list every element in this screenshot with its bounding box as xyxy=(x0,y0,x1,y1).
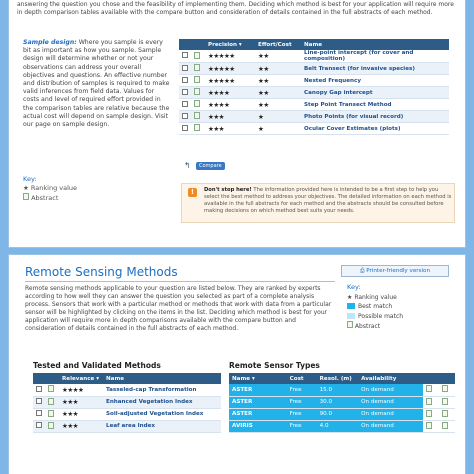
relevance-stars: ★★★★ xyxy=(59,384,103,396)
key-abstract: Abstract xyxy=(23,193,77,203)
sensor-cost: Free xyxy=(287,408,317,420)
sensor-availability: On demand xyxy=(358,384,423,396)
col-effort[interactable]: Effort/Cost xyxy=(255,39,301,50)
effort-stars: ★ xyxy=(255,123,301,135)
table-row[interactable] xyxy=(33,408,221,420)
effort-stars: ★★ xyxy=(255,99,301,111)
document-icon xyxy=(23,193,29,200)
table-row[interactable] xyxy=(179,99,449,111)
sensor-resolution: 15.0 xyxy=(317,384,359,396)
method-name-link[interactable]: Line-point intercept (for cover and composition) xyxy=(301,50,449,63)
method-name-link[interactable]: Belt Transect (for invasive species) xyxy=(301,63,449,75)
effort-stars: ★★ xyxy=(255,75,301,87)
remote-key: Key: ★ Ranking value Best match Possible match Abstract xyxy=(347,283,404,330)
sensors-title: Remote Sensor Types xyxy=(229,361,320,370)
key-legend xyxy=(23,175,77,203)
select-checkbox[interactable] xyxy=(182,89,188,95)
method-name-link[interactable]: Nested Frequency xyxy=(301,75,449,87)
abstract-icon[interactable] xyxy=(442,385,448,392)
select-checkbox[interactable] xyxy=(182,101,188,107)
method-name-link[interactable]: Soil-adjusted Vegetation Index xyxy=(103,408,221,420)
select-checkbox[interactable] xyxy=(182,125,188,131)
sensor-cost: Free xyxy=(287,420,317,432)
abstract-icon[interactable] xyxy=(426,385,432,392)
select-checkbox[interactable] xyxy=(36,422,42,428)
table-row[interactable] xyxy=(179,63,449,75)
precision-stars: ★★★★★ xyxy=(205,75,255,87)
sensor-name-link[interactable]: ASTER xyxy=(229,396,287,408)
relevance-stars: ★★★ xyxy=(59,396,103,408)
col-resolution[interactable]: Resol. (m) xyxy=(317,373,359,384)
table-row[interactable] xyxy=(179,75,449,87)
sensor-cost: Free xyxy=(287,396,317,408)
abstract-icon[interactable] xyxy=(426,398,432,405)
arrow-up-icon: ↰ xyxy=(184,161,191,170)
sensor-resolution: 4.0 xyxy=(317,420,359,432)
sensor-resolution: 90.0 xyxy=(317,408,359,420)
best-match-swatch xyxy=(347,303,355,309)
precision-stars: ★★★ xyxy=(205,111,255,123)
compare-button[interactable]: Compare xyxy=(196,162,225,170)
remote-description: Remote sensing methods applicable to your question are listed below. They are ranked by experts according to how well they can answer the question you selected as part of a complete analysis process. Sensors that work with a particular method or methods that work with data from a particular sensor will be highlighted by clicking on the items in the list. Deciding which method is best for your application will require more in depth comparisons available with the compare button and consideration of details contained in the full abstracts of each method. xyxy=(25,285,332,332)
key-ranking: ★ Ranking value xyxy=(23,184,78,192)
sensor-resolution: 30.0 xyxy=(317,396,359,408)
abstract-icon[interactable] xyxy=(48,422,54,429)
precision-stars: ★★★ xyxy=(205,123,255,135)
abstract-icon[interactable] xyxy=(194,64,200,71)
select-checkbox[interactable] xyxy=(182,77,188,83)
select-checkbox[interactable] xyxy=(182,65,188,71)
remote-sensing-panel xyxy=(8,254,466,474)
printer-friendly-button[interactable]: ⎙ Printer-friendly version xyxy=(341,265,449,277)
sensor-availability: On demand xyxy=(358,408,423,420)
title-divider xyxy=(25,281,335,282)
col-method-name[interactable]: Name xyxy=(103,373,221,384)
effort-stars: ★ xyxy=(255,111,301,123)
select-checkbox[interactable] xyxy=(36,410,42,416)
col-precision[interactable]: Precision ▾ xyxy=(205,39,255,50)
effort-stars: ★★ xyxy=(255,63,301,75)
intro-text: answering the question you chose and the feasibility of implementing them. Deciding which method is best for your application will require more in depth comparison tables available with the compare button and consideration of details contained in the full abstracts of each method. xyxy=(17,1,454,16)
method-name-link[interactable]: Tasseled-cap Transformation xyxy=(103,384,221,396)
sample-design-text xyxy=(23,39,171,129)
sensor-name-link[interactable]: ASTER xyxy=(229,384,287,396)
abstract-icon[interactable] xyxy=(194,124,200,131)
table-row[interactable] xyxy=(179,50,449,63)
method-name-link[interactable]: Ocular Cover Estimates (plots) xyxy=(301,123,449,135)
possible-match-swatch xyxy=(347,313,355,319)
warning-text: Don't stop here! The information provided here is intended to be a first step to help you select the best method to address your objectives. The detailed information on each method is available in the full abstracts for each method and the abstracts should be consulted before making decisions on which method best suits your needs. xyxy=(204,187,452,214)
relevance-stars: ★★★ xyxy=(59,408,103,420)
table-row[interactable] xyxy=(229,384,455,396)
table-row[interactable] xyxy=(229,420,455,432)
abstract-icon[interactable] xyxy=(194,52,200,59)
col-availability[interactable]: Availability xyxy=(358,373,423,384)
abstract-icon[interactable] xyxy=(194,76,200,83)
abstract-icon[interactable] xyxy=(194,112,200,119)
key-title: Key: xyxy=(23,175,37,183)
table-row[interactable] xyxy=(179,87,449,99)
printer-icon: ⎙ xyxy=(359,268,365,274)
sample-design-label: Sample design: xyxy=(23,39,77,46)
relevance-stars: ★★★ xyxy=(59,420,103,432)
precision-stars: ★★★★★ xyxy=(205,63,255,75)
col-select xyxy=(179,39,191,50)
sensor-cost: Free xyxy=(287,384,317,396)
star-icon: ★ xyxy=(347,293,353,301)
table-row[interactable] xyxy=(179,123,449,135)
section-title: Remote Sensing Methods xyxy=(25,265,178,279)
method-name-link[interactable]: Step Point Transect Method xyxy=(301,99,449,111)
abstract-icon[interactable] xyxy=(48,385,54,392)
effort-stars: ★★ xyxy=(255,87,301,99)
tested-title: Tested and Validated Methods xyxy=(33,361,161,370)
abstract-icon[interactable] xyxy=(48,398,54,405)
sample-design-body: Where you sample is every bit as important as how you sample. Sample design will determine whether or not your observations can address your overall objectives and questions. An effective number and distribution of samples is required to make valid inferences from field data. Values for costs and level of required effort provided in the comparison tables are relative because the actual cost will depend on sample design. Visit our page on sample design. xyxy=(23,39,170,129)
precision-stars: ★★★★★ xyxy=(205,50,255,63)
ground-methods-panel xyxy=(8,0,466,248)
sensor-name-link[interactable]: AVIRIS xyxy=(229,420,287,432)
sensor-table xyxy=(229,373,455,433)
abstract-icon[interactable] xyxy=(194,88,200,95)
abstract-icon[interactable] xyxy=(48,410,54,417)
precision-stars: ★★★★ xyxy=(205,99,255,111)
col-relevance[interactable]: Relevance ▾ xyxy=(59,373,103,384)
precision-stars: ★★★★ xyxy=(205,87,255,99)
table-row[interactable] xyxy=(229,408,455,420)
col-sensor-name[interactable]: Name ▾ xyxy=(229,373,287,384)
select-checkbox[interactable] xyxy=(182,52,188,58)
sensor-availability: On demand xyxy=(358,420,423,432)
select-checkbox[interactable] xyxy=(36,386,42,392)
method-name-link[interactable]: Leaf area Index xyxy=(103,420,221,432)
method-name-link[interactable]: Canopy Gap intercept xyxy=(301,87,449,99)
table-row[interactable] xyxy=(179,111,449,123)
select-checkbox[interactable] xyxy=(182,113,188,119)
warning-icon: ! xyxy=(188,188,197,197)
table-row[interactable] xyxy=(33,420,221,432)
star-icon: ★ xyxy=(23,184,29,192)
abstract-icon[interactable] xyxy=(426,410,432,417)
document-icon xyxy=(347,321,353,328)
effort-stars: ★★ xyxy=(255,50,301,63)
method-name-link[interactable]: Photo Points (for visual record) xyxy=(301,111,449,123)
method-table xyxy=(179,39,449,135)
method-name-link[interactable]: Enhanced Vegetation Index xyxy=(103,396,221,408)
table-row[interactable] xyxy=(229,396,455,408)
col-name[interactable]: Name xyxy=(301,39,449,50)
abstract-icon[interactable] xyxy=(442,410,448,417)
tested-methods-table xyxy=(33,373,221,433)
warning-box xyxy=(181,183,455,223)
col-cost[interactable]: Cost xyxy=(287,373,317,384)
table-row[interactable] xyxy=(33,396,221,408)
abstract-icon[interactable] xyxy=(442,398,448,405)
abstract-icon[interactable] xyxy=(426,422,432,429)
sensor-availability: On demand xyxy=(358,396,423,408)
abstract-icon[interactable] xyxy=(442,422,448,429)
sensor-name-link[interactable]: ASTER xyxy=(229,408,287,420)
table-row[interactable] xyxy=(33,384,221,396)
col-abstract xyxy=(191,39,205,50)
abstract-icon[interactable] xyxy=(194,100,200,107)
select-checkbox[interactable] xyxy=(36,398,42,404)
